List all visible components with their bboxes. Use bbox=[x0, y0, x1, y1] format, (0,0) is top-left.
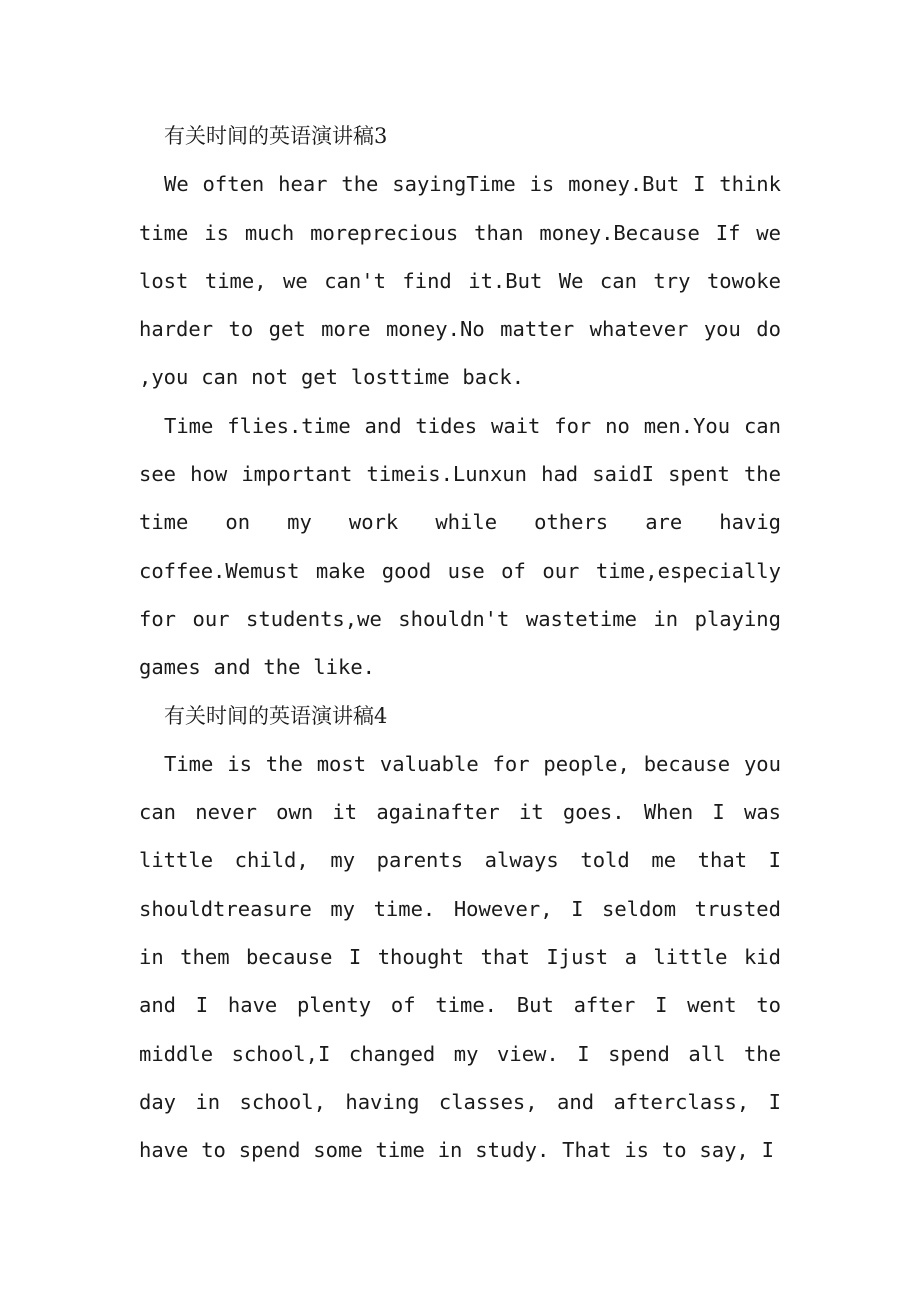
section-3-paragraph-1: We often hear the sayingTime is money.But I think time is much moreprecious than money.Because If we lost time, we can't find it.But We can try towoke harder to get more money.No matter whatever you do ,you can not get losttime back. bbox=[139, 172, 781, 390]
section-4-paragraph-1: Time is the most valuable for people, because you can never own it againafter it goes. When I was little child, my parents always told me that I shouldtreasure my time. However, I seldom trusted in them because I thought that Ijust a little kid and I have plenty of time. But after I went to middle school,I changed my view. I spend all the day in school, having classes, and afterclass, I have to spend some time in study. That is to say, I bbox=[139, 751, 781, 1163]
document-page bbox=[139, 112, 781, 1175]
section-3-paragraph-2: Time flies.time and tides wait for no men.You can see how important timeis.Lunxun had saidI spent the time on my work while others are havig coffee.Wemust make good use of our time,especially for our students,we shouldn't wastetime in playing games and the like. bbox=[139, 413, 781, 680]
section-heading-3: 有关时间的英语演讲稿3 bbox=[164, 124, 388, 148]
section-heading-4: 有关时间的英语演讲稿4 bbox=[164, 703, 388, 728]
